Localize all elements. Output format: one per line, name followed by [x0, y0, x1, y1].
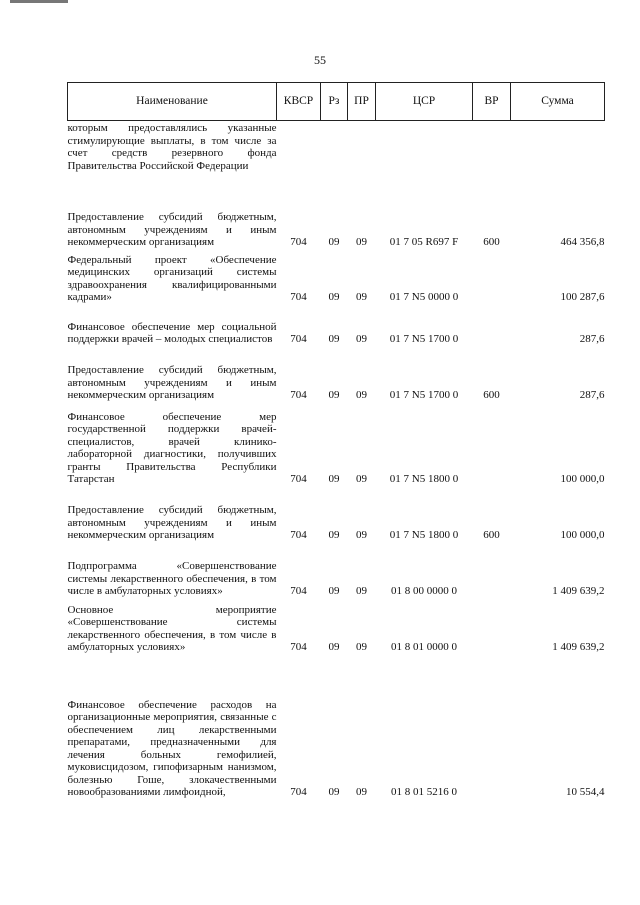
row-pr — [348, 121, 376, 197]
row-name: Предоставление субсидий бюджетным, автономным учреждениям и иным некоммерческим организациям — [67, 504, 277, 541]
table-row — [68, 304, 605, 346]
row-kvsr — [277, 121, 321, 197]
row-sum: 287,6 — [579, 389, 605, 401]
page-number: 55 — [314, 53, 326, 67]
row-kvsr: 704 — [290, 641, 307, 653]
row-rz: 09 — [328, 236, 340, 248]
row-kvsr: 704 — [290, 236, 307, 248]
row-pr: 09 — [356, 333, 367, 345]
header-pr: ПР — [348, 83, 376, 121]
row-sum: 464 356,8 — [560, 236, 605, 248]
row-sum — [511, 121, 605, 197]
row-pr: 09 — [356, 786, 367, 798]
row-sum: 100 000,0 — [560, 529, 605, 541]
row-sum: 100 287,6 — [560, 291, 605, 303]
row-vr: 600 — [483, 236, 500, 248]
row-csr: 01 7 N5 1700 0 — [389, 333, 459, 345]
row-csr: 01 8 01 5216 0 — [391, 786, 457, 798]
row-csr: 01 7 N5 1800 0 — [389, 473, 459, 485]
row-kvsr: 704 — [290, 529, 307, 541]
row-vr — [473, 304, 511, 346]
row-name: Предоставление субсидий бюджетным, автономным учреждениям и иным некоммерческим организациям — [67, 211, 277, 248]
row-kvsr: 704 — [290, 786, 307, 798]
table-row — [68, 654, 605, 799]
row-csr: 01 7 N5 1800 0 — [389, 529, 459, 541]
row-csr — [376, 121, 473, 197]
header-kvsr: КВСР — [277, 83, 321, 121]
row-rz: 09 — [328, 291, 340, 303]
table-row — [68, 249, 605, 304]
row-rz — [321, 121, 348, 197]
row-name: Основное мероприятие «Совершенствование системы лекарственного обеспечения, в том числе в амбулаторных условиях» — [67, 603, 277, 653]
table-row — [68, 121, 605, 197]
row-csr: 01 8 00 0000 0 — [391, 585, 457, 597]
row-vr — [473, 598, 511, 654]
table-header-row — [68, 83, 605, 121]
row-rz: 09 — [328, 641, 340, 653]
row-rz: 09 — [328, 473, 340, 485]
row-name: которым предоставлялись указанные стимулирующие выплаты, в том числе за счет средств резервного фонда Правительства Российской Федерации — [67, 122, 277, 172]
row-csr: 01 7 N5 1700 0 — [389, 389, 459, 401]
row-csr: 01 8 01 0000 0 — [391, 641, 457, 653]
row-sum: 10 554,4 — [566, 786, 605, 798]
row-vr — [473, 402, 511, 486]
row-kvsr: 704 — [290, 473, 307, 485]
row-csr: 01 7 N5 0000 0 — [389, 291, 459, 303]
row-pr: 09 — [356, 585, 367, 597]
budget-table — [67, 82, 605, 799]
row-kvsr: 704 — [290, 333, 307, 345]
row-name: Финансовое обеспечение мер социальной поддержки врачей – молодых специалистов — [67, 320, 277, 345]
header-rz: Рз — [321, 83, 348, 121]
row-name: Федеральный проект «Обеспечение медицинских организаций системы здравоохранения квалифицированными кадрами» — [67, 253, 277, 303]
header-csr: ЦСР — [376, 83, 473, 121]
row-pr: 09 — [356, 529, 367, 541]
table-row — [68, 402, 605, 486]
row-name: Финансовое обеспечение мер государственной поддержки врачей-специалистов, врачей клинико-лабораторной диагностики, получивших гранты Правительства Республики Татарстан — [67, 410, 277, 485]
row-rz: 09 — [328, 333, 340, 345]
row-vr — [473, 654, 511, 799]
row-name: Финансовое обеспечение расходов на организационные мероприятия, связанные с обеспечением лиц лекарственными препаратами, предназначенными для лечения больных гемофилией, муковисцидозом, гипофизарным нанизмом, болезнью Гоше, злокачественными новообразованиями лимфоидной, — [67, 698, 277, 798]
row-pr: 09 — [356, 236, 367, 248]
table-row — [68, 486, 605, 542]
row-pr: 09 — [356, 389, 367, 401]
row-vr: 600 — [483, 529, 500, 541]
row-sum: 1 409 639,2 — [552, 641, 605, 653]
header-name: Наименование — [68, 83, 277, 121]
header-sum: Сумма — [511, 83, 605, 121]
row-rz: 09 — [328, 786, 340, 798]
row-csr: 01 7 05 R697 F — [389, 236, 459, 248]
table-row — [68, 197, 605, 249]
header-vr: ВР — [473, 83, 511, 121]
row-name: Подпрограмма «Совершенствование системы лекарственного обеспечения, в том числе в амбулаторных условиях» — [67, 560, 277, 597]
row-pr: 09 — [356, 291, 367, 303]
row-sum: 1 409 639,2 — [552, 585, 605, 597]
row-kvsr: 704 — [290, 585, 307, 597]
row-rz: 09 — [328, 585, 340, 597]
row-vr: 600 — [483, 389, 500, 401]
table-row — [68, 542, 605, 598]
row-sum: 287,6 — [579, 333, 605, 345]
row-sum: 100 000,0 — [560, 473, 605, 485]
table-row — [68, 598, 605, 654]
row-kvsr: 704 — [290, 389, 307, 401]
scan-edge-mark — [10, 0, 68, 3]
row-vr — [473, 249, 511, 304]
row-kvsr: 704 — [290, 291, 307, 303]
row-rz: 09 — [328, 389, 340, 401]
row-pr: 09 — [356, 641, 367, 653]
row-vr — [473, 542, 511, 598]
row-vr — [473, 121, 511, 197]
row-rz: 09 — [328, 529, 340, 541]
row-name: Предоставление субсидий бюджетным, автономным учреждениям и иным некоммерческим организациям — [67, 364, 277, 401]
table-row — [68, 346, 605, 402]
row-pr: 09 — [356, 473, 367, 485]
